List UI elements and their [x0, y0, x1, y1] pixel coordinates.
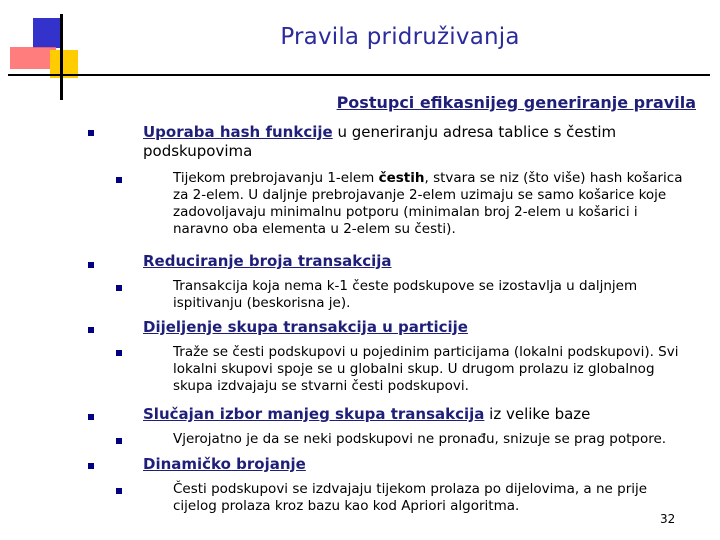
list-item-1: [143, 252, 683, 271]
item-heading: Reduciranje broja transakcija: [143, 252, 392, 270]
list-item-4: [143, 455, 683, 474]
bullet-icon: [88, 463, 94, 469]
sub-item-4: Česti podskupovi se izdvajaju tijekom prolaza po dijelovima, a ne prije cijelog prolaza kroz bazu kao kod Apriori algoritma.: [173, 481, 648, 514]
sub-item-1: Transakcija koja nema k-1 česte podskupove se izostavlja u daljnjem ispitivanju (beskorisna je).: [173, 278, 638, 311]
list-item-0: [143, 123, 683, 161]
item-tail: iz velike baze: [484, 405, 591, 423]
bullet-icon: [88, 262, 94, 268]
decor-vertical-line: [60, 14, 63, 100]
sub-item-2: Traže se česti podskupovi u pojedinim particijama (lokalni podskupovi). Svi lokalni skupovi spoje se u globalni skup. U drugom prolazu iz globalnog skupa izdvajaju se stvarni česti podskupovi.: [173, 344, 679, 394]
item-heading: Uporaba hash funkcije: [143, 123, 333, 141]
slide-subtitle: Postupci efikasnijeg generiranje pravila: [336, 93, 696, 112]
list-item-2: [143, 318, 683, 337]
bullet-icon: [88, 327, 94, 333]
decor-blue-square: [33, 18, 63, 48]
sub-bullet-icon: [116, 438, 122, 444]
sub-item-0: Tijekom prebrojavanju 1-elem čestih, stvara se niz (što više) hash košarica za 2-elem. U daljnje prebrojavanje 2-elem uzimaju se samo košarice koje zadovoljavaju minimalnu potporu (minimalan broj 2-elem u košarici i naravno oba elementa u 2-elem su česti).: [173, 170, 683, 237]
sub-bullet-icon: [116, 488, 122, 494]
list-item-3: [143, 405, 698, 424]
item-heading: Slučajan izbor manjeg skupa transakcija: [143, 405, 485, 423]
sub-bullet-icon: [116, 350, 122, 356]
item-heading: Dijeljenje skupa transakcija u particije: [143, 318, 468, 336]
bullet-icon: [88, 414, 94, 420]
sub-bullet-icon: [116, 177, 122, 183]
sub-item-3: Vjerojatno je da se neki podskupovi ne pronađu, snizuje se prag potpore.: [173, 431, 667, 447]
sub-bullet-icon: [116, 285, 122, 291]
item-tail: u generiranju adresa tablice s čestim podskupovima: [143, 123, 617, 160]
page-number: 32: [660, 512, 676, 526]
item-heading: Dinamičko brojanje: [143, 455, 306, 473]
title-divider: [8, 74, 710, 76]
slide-title: Pravila pridruživanja: [280, 24, 520, 50]
bullet-icon: [88, 130, 94, 136]
